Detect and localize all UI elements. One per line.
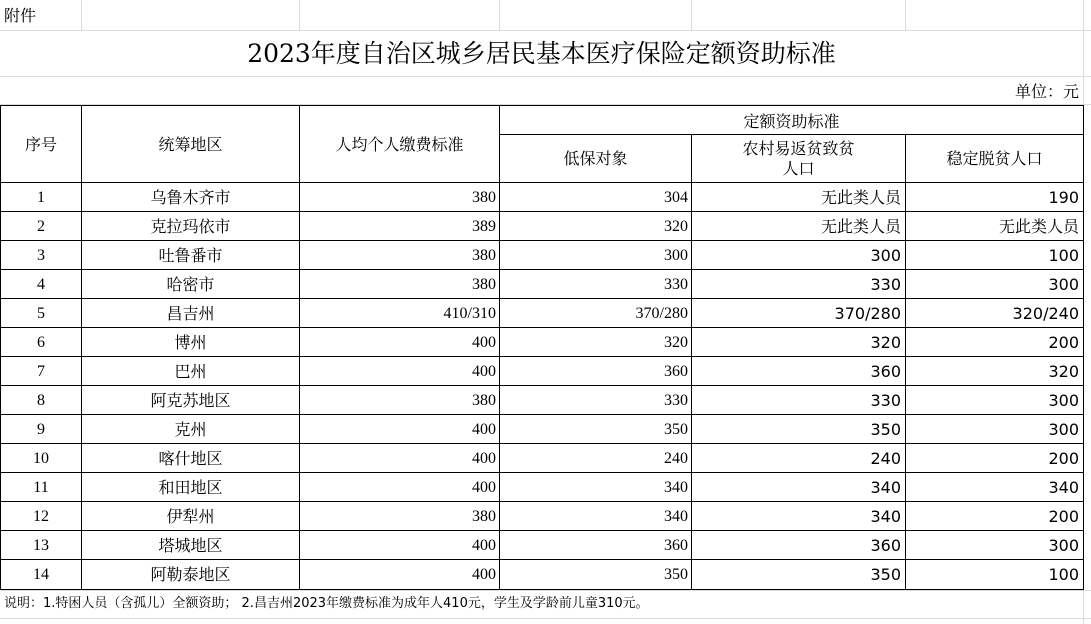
cell-seq[interactable]: 12 [33, 508, 49, 525]
cell-rural[interactable]: 330 [870, 275, 901, 294]
cell-stable[interactable]: 320/240 [1012, 304, 1079, 323]
cell-region[interactable]: 塔城地区 [158, 536, 223, 555]
gridline-h [0, 618, 1091, 619]
cell-dibao[interactable]: 300 [664, 247, 688, 264]
cell-region[interactable]: 克州 [174, 420, 207, 439]
header-bottom-line [0, 182, 1084, 183]
row-divider [0, 559, 1084, 560]
cell-rural[interactable]: 360 [870, 536, 901, 555]
row-divider [0, 298, 1084, 299]
cell-stable[interactable]: 300 [1048, 536, 1079, 555]
cell-region[interactable]: 阿勒泰地区 [150, 565, 231, 584]
cell-seq[interactable]: 8 [37, 392, 45, 409]
header-dibao[interactable]: 低保对象 [563, 149, 628, 168]
cell-stable[interactable]: 无此类人员 [998, 217, 1079, 236]
page-title[interactable]: 2023年度自治区城乡居民基本医疗保险定额资助标准 [247, 39, 836, 68]
cell-region[interactable]: 乌鲁木齐市 [150, 188, 231, 207]
cell-seq[interactable]: 11 [33, 479, 49, 496]
header-rural-line2[interactable]: 人口 [782, 159, 815, 178]
header-subsidy-group[interactable]: 定额资助标准 [743, 112, 840, 131]
cell-personal[interactable]: 380 [472, 508, 496, 525]
column-divider [1083, 105, 1084, 590]
cell-dibao[interactable]: 330 [664, 276, 688, 293]
row-divider [0, 240, 1084, 241]
header-rural-line1[interactable]: 农村易返贫致贫 [742, 139, 855, 158]
cell-region[interactable]: 伊犁州 [166, 507, 215, 526]
gridline-v [905, 0, 906, 30]
cell-rural[interactable]: 350 [870, 565, 901, 584]
header-stable[interactable]: 稳定脱贫人口 [946, 149, 1043, 168]
cell-region[interactable]: 昌吉州 [166, 304, 215, 323]
cell-personal[interactable]: 380 [472, 189, 496, 206]
cell-personal[interactable]: 400 [472, 450, 496, 467]
cell-rural[interactable]: 330 [870, 391, 901, 410]
gridline-v [81, 0, 82, 30]
cell-dibao[interactable]: 320 [664, 334, 688, 351]
cell-stable[interactable]: 300 [1048, 391, 1079, 410]
attachment-label: 附件 [4, 6, 37, 25]
cell-stable[interactable]: 200 [1048, 507, 1079, 526]
cell-personal[interactable]: 380 [472, 276, 496, 293]
cell-seq[interactable]: 6 [37, 334, 45, 351]
cell-dibao[interactable]: 340 [664, 508, 688, 525]
cell-stable[interactable]: 100 [1048, 565, 1079, 584]
cell-seq[interactable]: 2 [37, 218, 45, 235]
cell-stable[interactable]: 200 [1048, 449, 1079, 468]
cell-stable[interactable]: 300 [1048, 420, 1079, 439]
cell-dibao[interactable]: 330 [664, 392, 688, 409]
cell-region[interactable]: 哈密市 [166, 275, 215, 294]
row-divider [0, 327, 1084, 328]
cell-seq[interactable]: 3 [37, 247, 45, 264]
cell-dibao[interactable]: 350 [664, 566, 688, 583]
cell-rural[interactable]: 350 [870, 420, 901, 439]
cell-region[interactable]: 克拉玛依市 [150, 217, 231, 236]
gridline-v [499, 0, 500, 30]
row-divider [0, 211, 1084, 212]
cell-rural[interactable]: 370/280 [834, 304, 901, 323]
header-seq[interactable]: 序号 [24, 135, 57, 154]
row-divider [0, 472, 1084, 473]
cell-rural[interactable]: 300 [870, 246, 901, 265]
cell-dibao[interactable]: 304 [664, 189, 688, 206]
cell-rural[interactable]: 360 [870, 362, 901, 381]
cell-seq[interactable]: 5 [37, 305, 45, 322]
cell-region[interactable]: 吐鲁番市 [158, 246, 223, 265]
gridline-v [299, 0, 300, 30]
cell-personal[interactable]: 400 [472, 421, 496, 438]
cell-stable[interactable]: 320 [1048, 362, 1079, 381]
cell-personal[interactable]: 400 [472, 363, 496, 380]
cell-personal[interactable]: 400 [472, 334, 496, 351]
row-divider [0, 501, 1084, 502]
cell-rural[interactable]: 240 [870, 449, 901, 468]
cell-stable[interactable]: 340 [1048, 478, 1079, 497]
cell-dibao[interactable]: 360 [664, 363, 688, 380]
cell-dibao[interactable]: 350 [664, 421, 688, 438]
cell-rural[interactable]: 320 [870, 333, 901, 352]
cell-personal[interactable]: 389 [472, 218, 496, 235]
row-divider [0, 356, 1084, 357]
row-divider [0, 530, 1084, 531]
header-personal[interactable]: 人均个人缴费标准 [335, 135, 464, 154]
cell-dibao[interactable]: 340 [664, 479, 688, 496]
cell-region[interactable]: 博州 [174, 333, 207, 352]
cell-personal[interactable]: 400 [472, 537, 496, 554]
cell-dibao[interactable]: 240 [664, 450, 688, 467]
cell-stable[interactable]: 200 [1048, 333, 1079, 352]
cell-region[interactable]: 和田地区 [158, 478, 223, 497]
cell-dibao[interactable]: 360 [664, 537, 688, 554]
cell-rural[interactable]: 340 [870, 507, 901, 526]
footnote[interactable]: 说明：1.特困人员（含孤儿）全额资助； 2.昌吉州2023年缴费标准为成年人410元，学生及学龄前儿童310元。 [4, 596, 649, 611]
table-border-top [0, 105, 1084, 106]
cell-region[interactable]: 喀什地区 [158, 449, 223, 468]
header-sub-line [500, 134, 1084, 135]
table-border-bottom [0, 589, 1084, 590]
row-divider [0, 385, 1084, 386]
cell-region[interactable]: 巴州 [174, 362, 207, 381]
row-divider [0, 269, 1084, 270]
row-divider [0, 414, 1084, 415]
cell-seq[interactable]: 9 [37, 421, 45, 438]
cell-personal[interactable]: 400 [472, 479, 496, 496]
cell-seq[interactable]: 14 [33, 566, 49, 583]
cell-stable[interactable]: 190 [1048, 188, 1079, 207]
cell-seq[interactable]: 7 [37, 363, 45, 380]
unit-label[interactable]: 单位：元 [1014, 82, 1079, 101]
header-region[interactable]: 统筹地区 [158, 135, 223, 154]
cell-personal[interactable]: 380 [472, 247, 496, 264]
cell-personal[interactable]: 400 [472, 566, 496, 583]
cell-seq[interactable]: 4 [37, 276, 45, 293]
gridline-h [0, 590, 1091, 591]
cell-seq[interactable]: 10 [33, 450, 49, 467]
cell-personal[interactable]: 410/310 [443, 305, 496, 322]
row-divider [0, 443, 1084, 444]
cell-personal[interactable]: 380 [472, 392, 496, 409]
cell-stable[interactable]: 300 [1048, 275, 1079, 294]
cell-dibao[interactable]: 370/280 [635, 305, 688, 322]
gridline-v [691, 0, 692, 30]
gridline-h [0, 76, 1091, 77]
cell-stable[interactable]: 100 [1048, 246, 1079, 265]
cell-seq[interactable]: 1 [37, 189, 45, 206]
cell-seq[interactable]: 13 [33, 537, 49, 554]
gridline-h [0, 30, 1091, 31]
cell-rural[interactable]: 无此类人员 [820, 188, 901, 207]
cell-dibao[interactable]: 320 [664, 218, 688, 235]
cell-rural[interactable]: 无此类人员 [820, 217, 901, 236]
cell-rural[interactable]: 340 [870, 478, 901, 497]
cell-region[interactable]: 阿克苏地区 [150, 391, 231, 410]
